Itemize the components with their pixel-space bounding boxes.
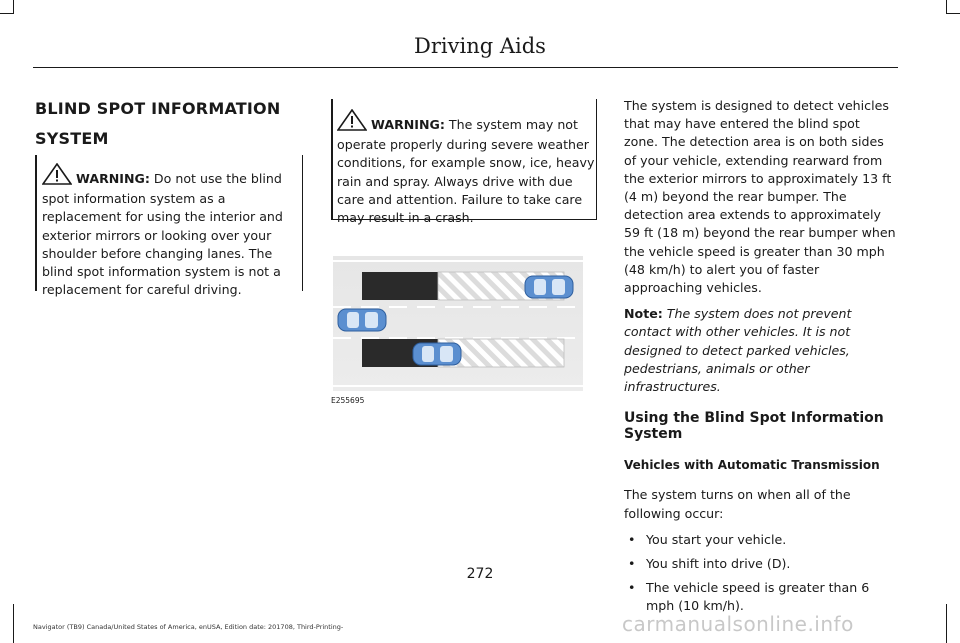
warning-box-left-rule bbox=[331, 99, 333, 219]
warning-box-right-rule bbox=[302, 155, 304, 291]
subsubsection-heading: Vehicles with Automatic Transmission bbox=[624, 458, 880, 473]
warning-1-text bbox=[42, 163, 300, 299]
list-item: • You shift into drive (D). bbox=[624, 555, 896, 573]
header-rule bbox=[33, 67, 898, 68]
warning-2-label: WARNING: bbox=[371, 117, 445, 132]
crop-mark-top-right-h bbox=[946, 13, 960, 14]
warning-box-1 bbox=[35, 155, 303, 298]
warning-triangle-icon bbox=[42, 163, 72, 190]
car-lower bbox=[413, 343, 461, 365]
crop-mark-bottom-left-v bbox=[13, 604, 14, 643]
note-text: The system does not prevent contact with other vehicles. It is not designed to detect parked vehicles, pedestrians, animals or other infrastructures. bbox=[624, 306, 852, 395]
warning-box-left-rule bbox=[35, 155, 37, 291]
car-own bbox=[338, 309, 386, 331]
crop-mark-bottom-right-v bbox=[946, 604, 947, 643]
section-title-line-2: SYSTEM bbox=[35, 129, 109, 148]
figure-id: E255695 bbox=[331, 396, 365, 405]
crop-mark-top-left-h bbox=[0, 13, 14, 14]
subsection-heading: Using the Blind Spot Information System bbox=[624, 410, 884, 443]
warning-box-2 bbox=[331, 99, 597, 226]
car-upper-right bbox=[525, 276, 573, 298]
turns-on-paragraph: The system turns on when all of the following occur: bbox=[624, 487, 851, 521]
list-item: • The vehicle speed is greater than 6 mph (10 km/h). bbox=[624, 579, 896, 615]
page-header-title: Driving Aids bbox=[414, 34, 546, 58]
warning-1-body: Do not use the blind spot information system as a replacement for using the interior and exterior mirrors or looking over your shoulder before changing lanes. The blind spot information system is not a replacement for careful driving. bbox=[42, 171, 283, 298]
crop-mark-top-left-v bbox=[13, 0, 14, 14]
page-number: 272 bbox=[466, 566, 494, 582]
warning-2-body: The system may not operate properly during severe weather conditions, for example snow, ice, heavy rain and spray. Always drive with due care and attention. Failure to take care may result in a crash. bbox=[337, 117, 595, 226]
note-label: Note: bbox=[624, 306, 663, 322]
column-1 bbox=[35, 99, 303, 149]
section-title bbox=[35, 99, 303, 149]
crop-mark-top-right-v bbox=[946, 0, 947, 14]
column-3 bbox=[624, 97, 896, 622]
warning-2-text bbox=[337, 109, 595, 227]
intro-paragraph: The system is designed to detect vehicles that may have entered the blind spot zone. The detection area is on both sides of your vehicle, extending rearward from the exterior mirrors to approximately 13 ft (4 m) beyond the rear bumper. The detection area extends to approximately 59 ft (18 m) beyond the rear bumper when the vehicle speed is greater than 30 mph (48 km/h) to alert you of faster approaching vehicles. bbox=[624, 98, 896, 296]
note-paragraph bbox=[624, 305, 896, 396]
warning-1-label: WARNING: bbox=[76, 171, 150, 186]
footer-text: Navigator (TB9) Canada/United States of America, enUSA, Edition date: 201708, Third-Printing- bbox=[33, 623, 344, 631]
warning-box-right-rule bbox=[596, 99, 598, 219]
warning-triangle-icon bbox=[337, 109, 367, 136]
blind-spot-illustration bbox=[333, 256, 583, 391]
watermark: carmanualsonline.info bbox=[622, 612, 854, 636]
list-item: • You start your vehicle. bbox=[624, 531, 896, 549]
section-title-line-1: BLIND SPOT INFORMATION bbox=[35, 99, 281, 118]
